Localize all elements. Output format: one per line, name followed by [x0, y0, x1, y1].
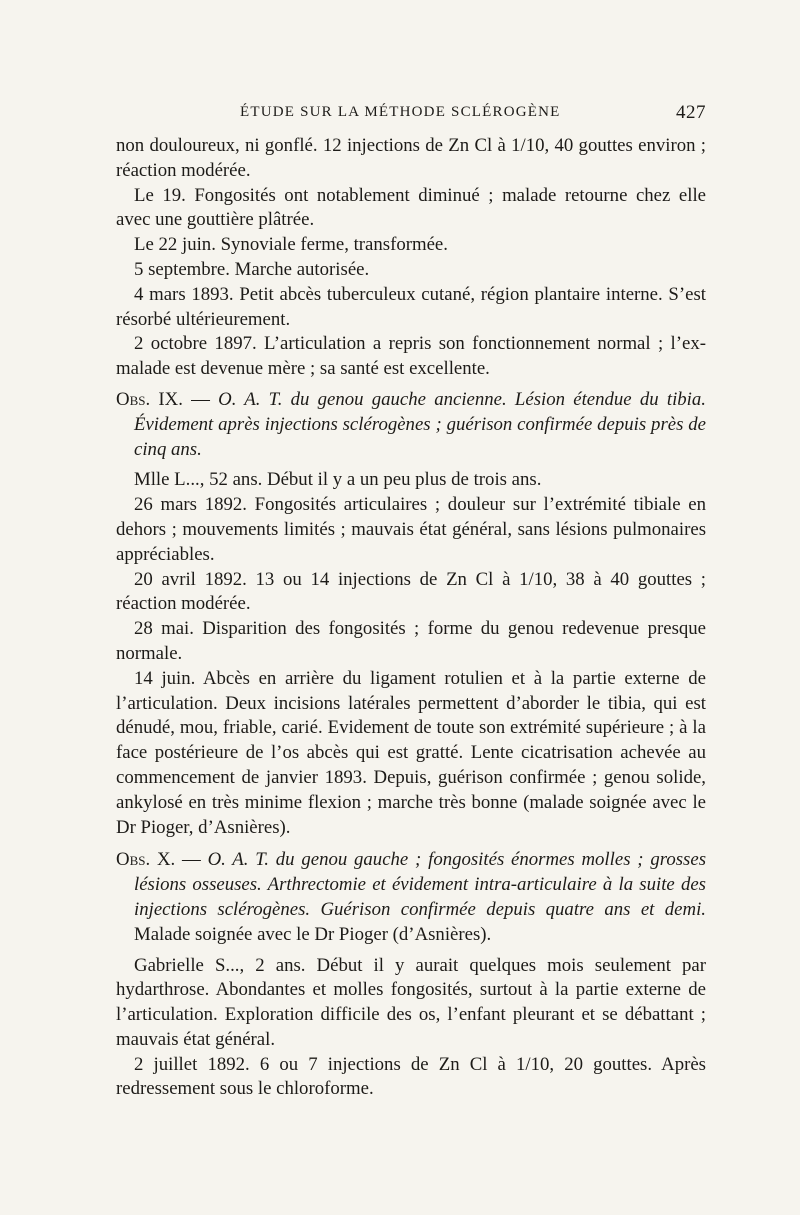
- observation-label: Obs. X. —: [116, 849, 201, 871]
- paragraph: 14 juin. Abcès en arrière du ligament rotulien et à la partie externe de l’articulation. Deux incisions latérales permettent d’aborder le tibia, qui est dénudé, mou, friable, carié. Evidement de toute son extrémité supérieure ; à la face postérieure de l’os abcès qui est gratté. Lente cicatrisation achevée au commencement de janvier 1893. Depuis, guérison confirmée ; genou solide, ankylosé en très minime flexion ; marche très bonne (malade soignée avec le Dr Pioger, d’Asnières).: [116, 667, 706, 838]
- body-text: [116, 134, 706, 1102]
- paragraph: 20 avril 1892. 13 ou 14 injections de Zn Cl à 1/10, 38 à 40 gouttes ; réaction modérée.: [116, 568, 706, 615]
- paragraph: 2 juillet 1892. 6 ou 7 injections de Zn Cl à 1/10, 20 gouttes. Après redressement sous le chloroforme.: [116, 1053, 706, 1100]
- observation-heading-ix: [116, 388, 706, 462]
- paragraph: 2 octobre 1897. L’articulation a repris son fonctionnement normal ; l’ex-malade est devenue mère ; sa santé est excellente.: [116, 333, 706, 380]
- page-number: 427: [676, 102, 706, 123]
- paragraph: Le 19. Fongosités ont notablement diminué ; malade retourne chez elle avec une gouttière plâtrée.: [116, 184, 706, 231]
- running-title: ÉTUDE SUR LA MÉTHODE SCLÉROGÈNE: [240, 104, 561, 120]
- paragraph: Le 22 juin. Synoviale ferme, transformée.: [134, 234, 448, 256]
- observation-note: Malade soignée avec le Dr Pioger (d’Asnières).: [134, 923, 492, 945]
- paragraph: 5 septembre. Marche autorisée.: [134, 258, 370, 280]
- paragraph: non douloureux, ni gonflé. 12 injections de Zn Cl à 1/10, 40 gouttes environ ; réaction modérée.: [116, 135, 706, 181]
- paragraph: 28 mai. Disparition des fongosités ; forme du genou redevenue presque normale.: [116, 618, 706, 664]
- paragraph: 4 mars 1893. Petit abcès tuberculeux cutané, région plantaire interne. S’est résorbé ultérieurement.: [116, 283, 706, 330]
- running-header: [116, 102, 706, 128]
- observation-label: Obs. IX. —: [116, 388, 210, 410]
- paragraph: 26 mars 1892. Fongosités articulaires ; douleur sur l’extrémité tibiale en dehors ; mouvements limités ; mauvais état général, sans lésions pulmonaires appréciables.: [116, 494, 706, 565]
- observation-title: O. A. T. du genou gauche ; fongosités énormes molles ; grosses lésions osseuses. Arthrectomie et évidement intra-articulaire à la suite des injections sclérogènes. Guérison confirmée depuis quatre ans et demi.: [134, 849, 706, 920]
- paragraph: Mlle L..., 52 ans. Début il y a un peu plus de trois ans.: [134, 469, 542, 491]
- observation-title: O. A. T. du genou gauche ancienne. Lésion étendue du tibia. Évidement après injections sclérogènes ; guérison confirmée depuis près de cinq ans.: [134, 388, 706, 460]
- paragraph: Gabrielle S..., 2 ans. Début il y aurait quelques mois seulement par hydarthrose. Abondantes et molles fongosités, surtout à la partie externe de l’articulation. Exploration difficile des os, l’enfant pleurant et se débattant ; mauvais état général.: [116, 954, 706, 1050]
- observation-heading-x: [116, 848, 706, 947]
